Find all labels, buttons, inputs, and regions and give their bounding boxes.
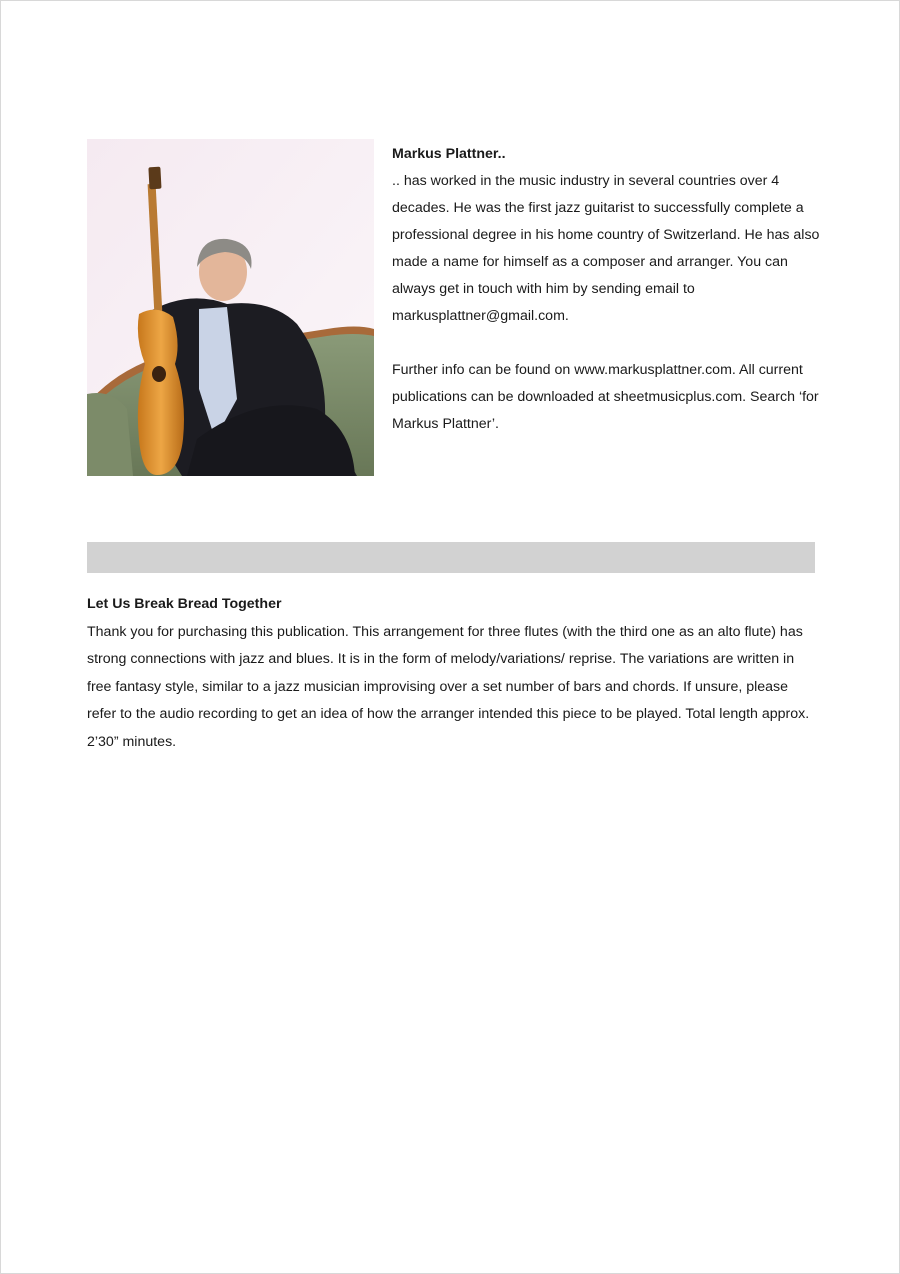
piece-section: [87, 591, 817, 756]
section-divider-bar: [87, 542, 815, 573]
author-bio: [392, 141, 822, 438]
bio-paragraph: Further info can be found on www.markusplattner.com. All current publications can be downloaded at sheetmusicplus.com. Search ‘for Markus Plattner’.: [392, 362, 819, 432]
piece-description: Thank you for purchasing this publication. This arrangement for three flutes (with the third one as an alto flute) has strong connections with jazz and blues. It is in the form of melody/variations/ reprise. The variations are written in free fantasy style, similar to a jazz musician improvising over a set number of bars and chords. If unsure, please refer to the audio recording to get an idea of how the arranger intended this piece to be played. Total length approx. 2’30” minutes.: [87, 623, 810, 750]
author-photo: [87, 139, 374, 476]
bio-paragraph: .. has worked in the music industry in several countries over 4 decades. He was the first jazz guitarist to successfully complete a professional degree in his home country of Switzerland. He has also made a name for himself as a composer and arranger. You can always get in touch with him by sending email to markusplattner@gmail.com.: [392, 173, 820, 324]
piece-title: Let Us Break Bread Together: [87, 596, 282, 612]
author-name: Markus Plattner..: [392, 146, 506, 162]
